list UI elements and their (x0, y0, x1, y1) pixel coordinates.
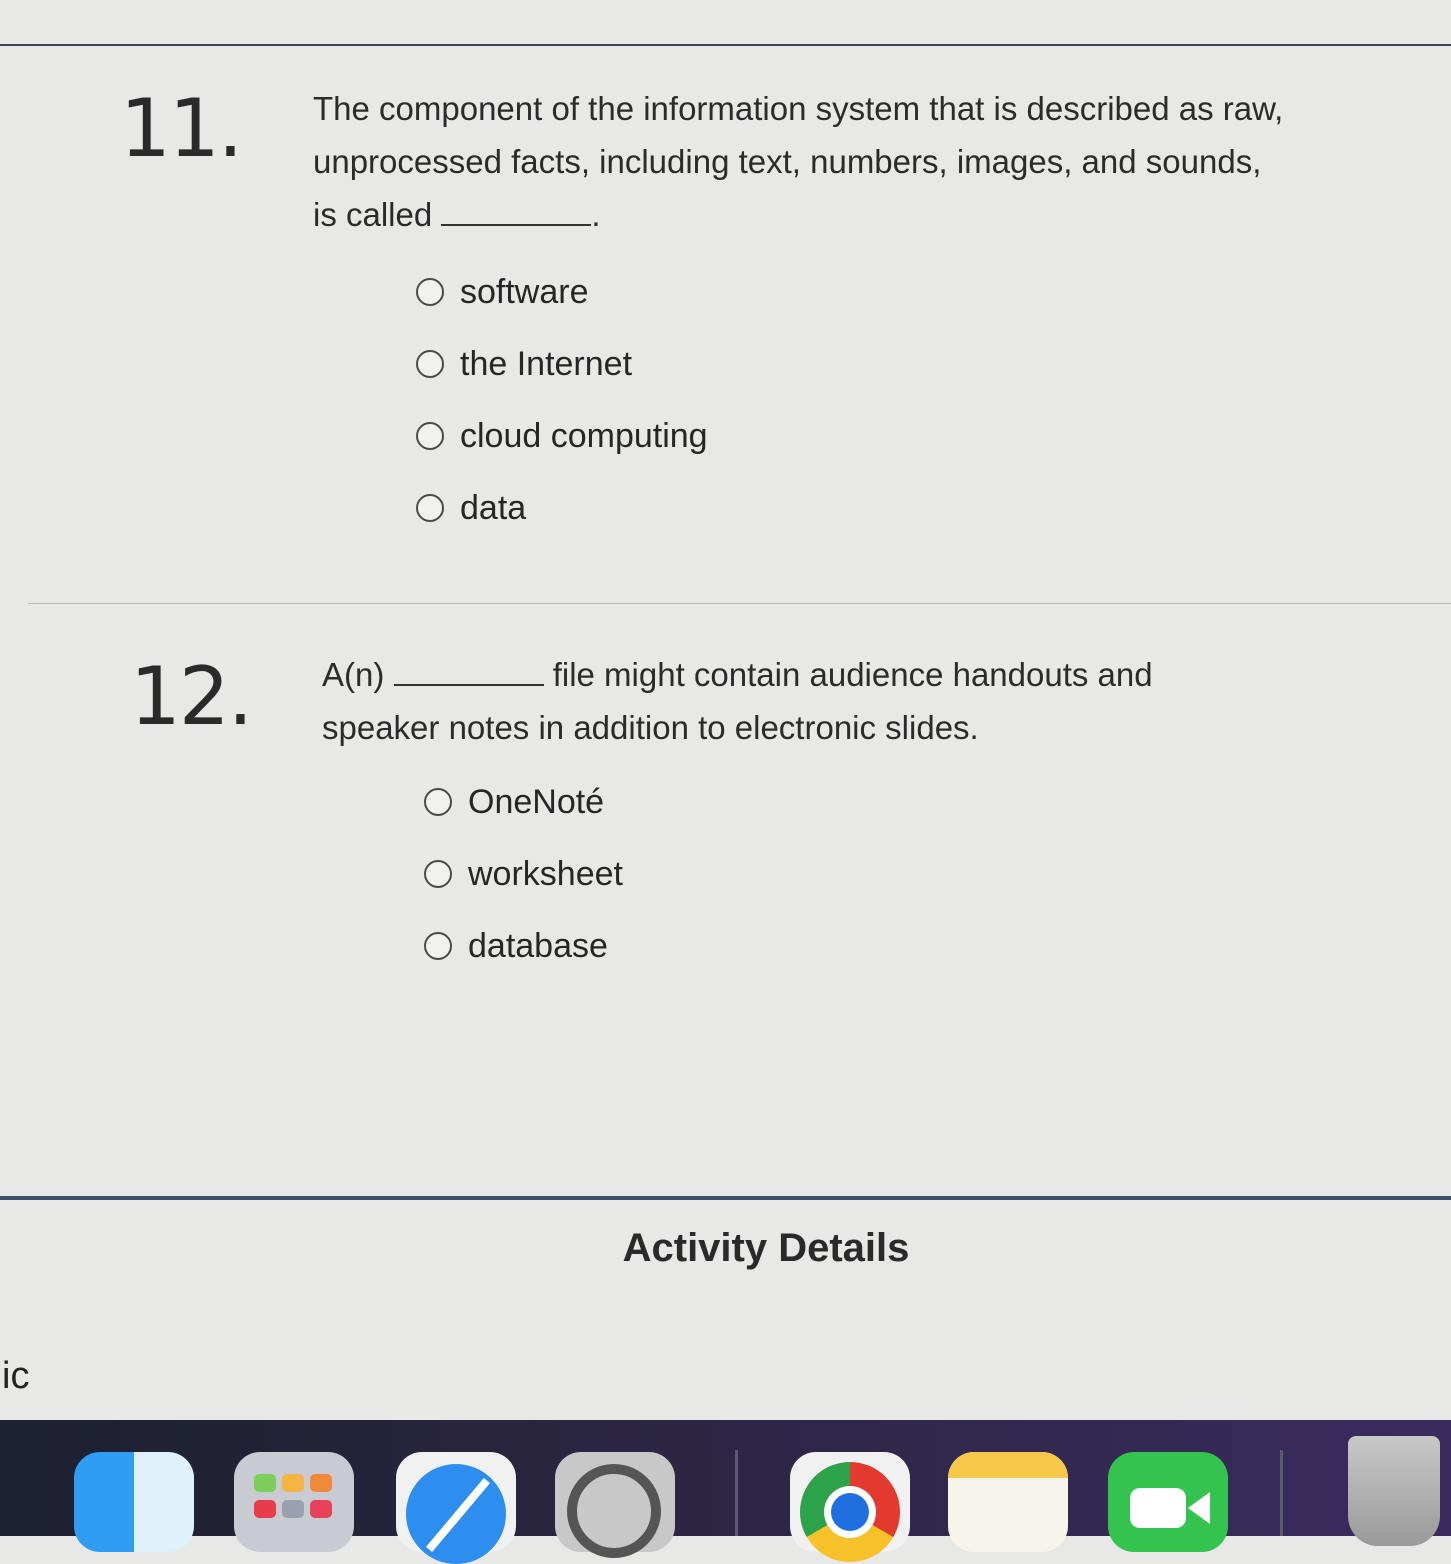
section-divider (0, 1196, 1451, 1200)
trash-icon[interactable] (1348, 1436, 1440, 1546)
radio-button[interactable] (424, 932, 452, 960)
launchpad-icon[interactable] (234, 1452, 354, 1552)
top-divider (0, 44, 1451, 46)
question-prompt: A(n) (322, 656, 385, 693)
facetime-camera-lens (1188, 1492, 1210, 1524)
option-label: software (460, 272, 589, 311)
chrome-icon[interactable] (790, 1452, 910, 1552)
answer-options (424, 766, 623, 982)
question-suffix: . (591, 196, 601, 233)
launchpad-tile (282, 1474, 304, 1492)
radio-button[interactable] (416, 350, 444, 378)
radio-button[interactable] (416, 278, 444, 306)
launchpad-tile (310, 1500, 332, 1518)
activity-details-heading: Activity Details (622, 1226, 910, 1270)
answer-blank (441, 194, 591, 226)
option-data[interactable] (416, 472, 708, 544)
question-divider (28, 603, 1451, 604)
option-label: worksheet (468, 854, 623, 893)
facetime-camera-body (1130, 1488, 1186, 1528)
question-number: 12. (130, 650, 252, 743)
answer-options (416, 256, 708, 544)
launchpad-tile (282, 1500, 304, 1518)
notes-icon[interactable] (948, 1452, 1068, 1552)
finder-icon[interactable] (74, 1452, 194, 1552)
launchpad-tile (254, 1474, 276, 1492)
option-label: OneNoté (468, 782, 605, 821)
option-label: cloud computing (460, 416, 708, 455)
settings-gear (567, 1464, 661, 1558)
answer-blank (394, 654, 544, 686)
option-software[interactable] (416, 256, 708, 328)
radio-button[interactable] (416, 422, 444, 450)
option-label: database (468, 926, 608, 965)
launchpad-tile (254, 1500, 276, 1518)
option-worksheet[interactable] (424, 838, 623, 910)
dock-separator (735, 1450, 738, 1536)
option-the-internet[interactable] (416, 328, 708, 400)
radio-button[interactable] (424, 788, 452, 816)
question-number: 11. (120, 82, 242, 175)
notes-header (948, 1452, 1068, 1478)
question-text (322, 648, 1222, 754)
radio-button[interactable] (424, 860, 452, 888)
launchpad-tile (310, 1474, 332, 1492)
option-cloud-computing[interactable] (416, 400, 708, 472)
option-database[interactable] (424, 910, 623, 982)
option-label: data (460, 488, 527, 527)
safari-icon[interactable] (396, 1452, 516, 1552)
option-onenote[interactable] (424, 766, 623, 838)
chrome-core (831, 1493, 869, 1531)
question-prompt: The component of the information system that is described as raw, unprocessed facts, including text, numbers, images, and sounds, is called (313, 90, 1284, 233)
question-suffix: file might contain audience handouts and speaker notes in addition to electronic slides. (322, 656, 1153, 746)
question-text (313, 82, 1288, 241)
option-label: the Internet (460, 344, 633, 383)
dock-separator (1280, 1450, 1283, 1536)
radio-button[interactable] (416, 494, 444, 522)
facetime-icon[interactable] (1108, 1452, 1228, 1552)
system-settings-icon[interactable] (555, 1452, 675, 1552)
macos-dock (0, 1420, 1451, 1536)
sidebar-fragment-label: ic (2, 1355, 30, 1397)
